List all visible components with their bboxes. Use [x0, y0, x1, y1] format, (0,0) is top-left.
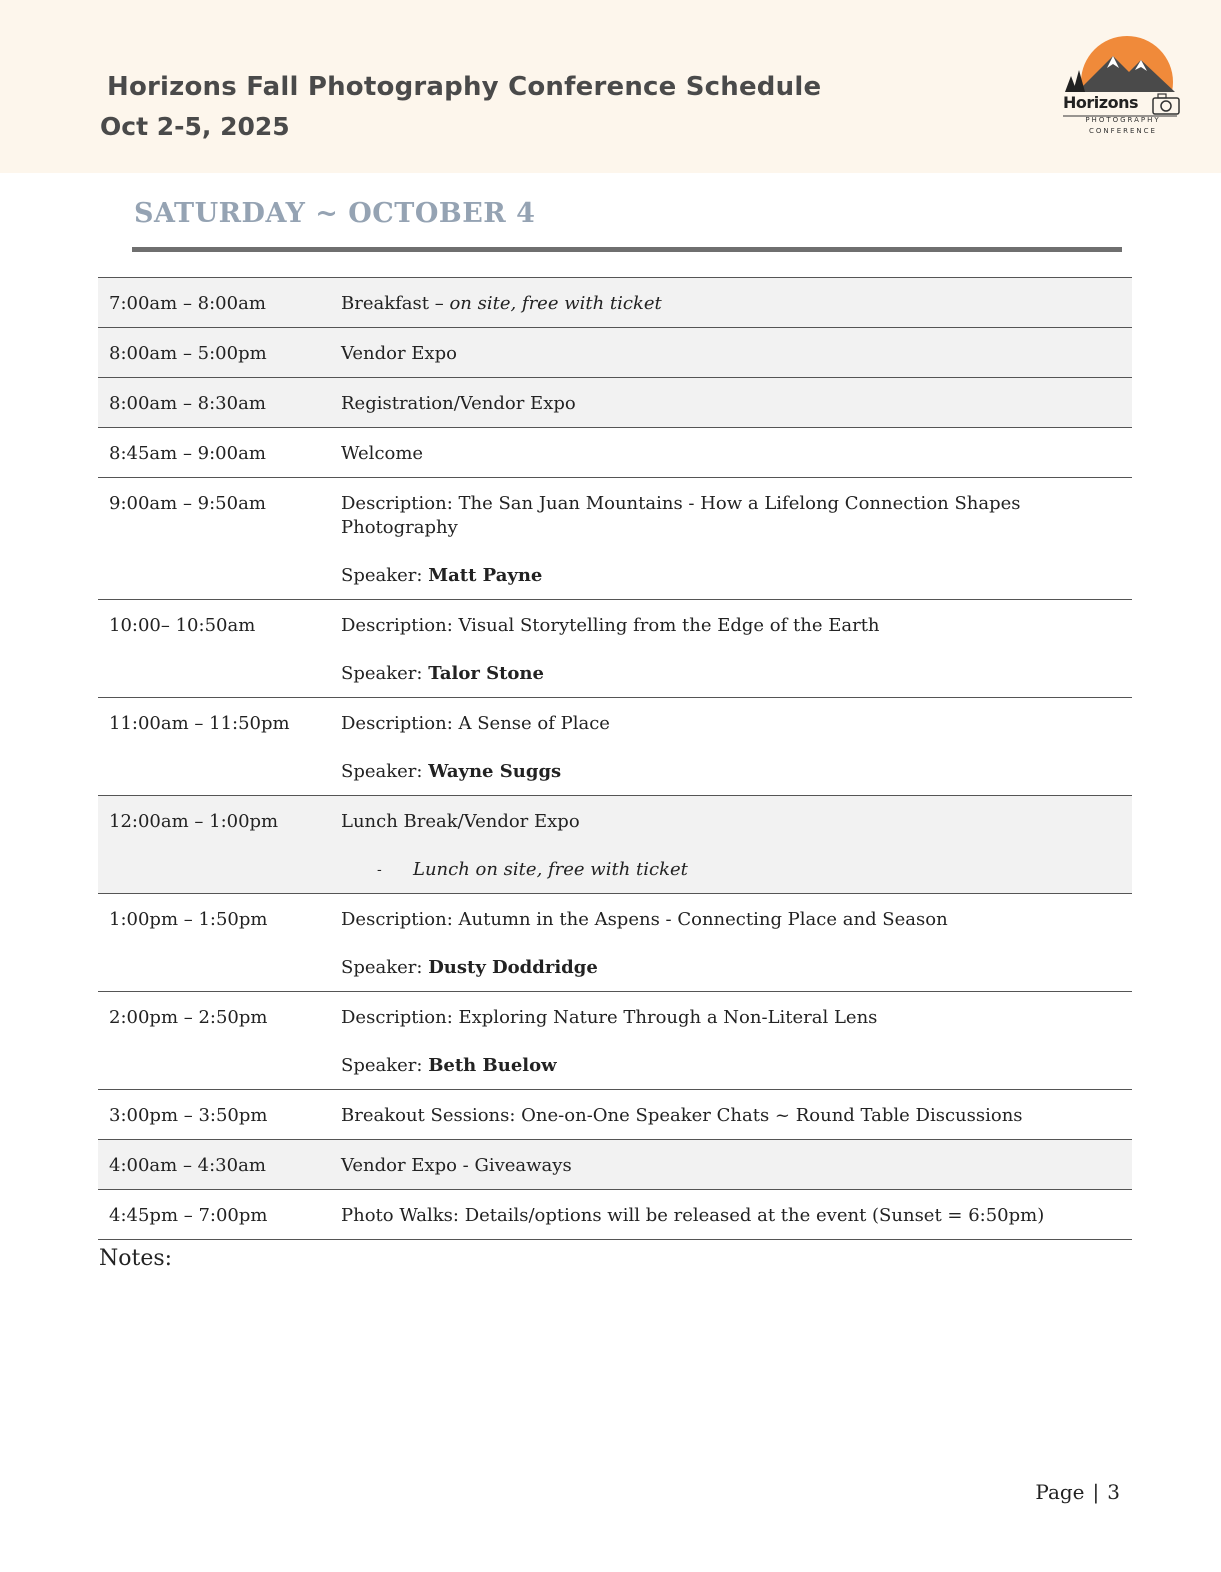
schedule-row	[98, 796, 1132, 894]
schedule-row	[98, 992, 1132, 1090]
session-title: Description: A Sense of Place	[341, 713, 610, 734]
session-title: Lunch Break/Vendor Expo	[341, 811, 580, 832]
schedule-row	[98, 1090, 1132, 1140]
session-title: Description: Exploring Nature Through a Non-Literal Lens	[341, 1007, 878, 1028]
schedule-row	[98, 278, 1132, 328]
schedule-time: 10:00– 10:50am	[109, 615, 256, 636]
speaker-label: Speaker:	[341, 1055, 429, 1076]
schedule-detail	[341, 1190, 1132, 1239]
schedule-detail	[341, 698, 1132, 795]
schedule-detail	[341, 478, 1132, 599]
schedule-detail	[341, 278, 1132, 327]
schedule-detail	[341, 1140, 1132, 1189]
session-title: Vendor Expo - Giveaways	[341, 1155, 572, 1176]
schedule-time: 2:00pm – 2:50pm	[109, 1007, 268, 1028]
session-title-line	[341, 442, 1122, 466]
schedule-detail	[341, 428, 1132, 477]
bullet-dash: -	[377, 862, 382, 878]
schedule-time: 11:00am – 11:50pm	[109, 713, 290, 734]
schedule-time: 9:00am – 9:50am	[109, 493, 266, 514]
schedule-time: 1:00pm – 1:50pm	[109, 909, 268, 930]
speaker-line	[341, 1054, 1122, 1078]
schedule-row	[98, 328, 1132, 378]
schedule-detail	[341, 378, 1132, 427]
page-header	[0, 0, 1221, 173]
speaker-name: Matt Payne	[428, 565, 543, 586]
speaker-name: Wayne Suggs	[428, 761, 562, 782]
speaker-label: Speaker:	[341, 957, 429, 978]
schedule-row	[98, 1140, 1132, 1190]
session-title: Description: The San Juan Mountains - How a Lifelong Connection Shapes Photography	[341, 493, 1021, 538]
schedule-detail	[341, 894, 1132, 991]
schedule-detail	[341, 1090, 1132, 1139]
schedule-time: 12:00am – 1:00pm	[109, 811, 279, 832]
day-heading: SATURDAY ~ OCTOBER 4	[134, 198, 536, 229]
speaker-line	[341, 662, 1122, 686]
speaker-line	[341, 956, 1122, 980]
session-title-line	[341, 712, 1122, 736]
schedule-time: 8:45am – 9:00am	[109, 443, 266, 464]
logo-subtitle-1: PHOTOGRAPHY	[1085, 116, 1161, 124]
speaker-name: Dusty Doddridge	[428, 957, 598, 978]
schedule-row	[98, 698, 1132, 796]
schedule-time: 4:00am – 4:30am	[109, 1155, 266, 1176]
session-title-line	[341, 342, 1122, 366]
session-title: Registration/Vendor Expo	[341, 393, 576, 414]
schedule-time: 3:00pm – 3:50pm	[109, 1105, 268, 1126]
schedule-detail	[341, 600, 1132, 697]
speaker-name: Beth Buelow	[428, 1055, 557, 1076]
session-bullet	[341, 858, 1122, 882]
schedule-time: 8:00am – 5:00pm	[109, 343, 267, 364]
speaker-name: Talor Stone	[428, 663, 544, 684]
session-title-line	[341, 292, 1122, 316]
session-title-line	[341, 614, 1122, 638]
conference-dates: Oct 2-5, 2025	[100, 112, 290, 141]
schedule-time: 7:00am – 8:00am	[109, 293, 266, 314]
notes-label: Notes:	[99, 1246, 173, 1271]
session-title: Breakfast –	[341, 293, 450, 314]
session-title: Photo Walks: Details/options will be released at the event (Sunset = 6:50pm)	[341, 1205, 1045, 1226]
session-title: Description: Autumn in the Aspens - Connecting Place and Season	[341, 909, 948, 930]
page-footer	[1035, 1480, 1120, 1504]
session-title: Vendor Expo	[341, 343, 457, 364]
logo-wordmark: Horizons	[1063, 93, 1138, 112]
schedule-detail	[341, 796, 1132, 893]
session-title: Description: Visual Storytelling from the Edge of the Earth	[341, 615, 880, 636]
schedule-table	[98, 277, 1132, 1240]
session-title-line	[341, 810, 1122, 834]
speaker-line	[341, 760, 1122, 784]
session-title: Welcome	[341, 443, 424, 464]
session-title: Breakout Sessions: One-on-One Speaker Chats ~ Round Table Discussions	[341, 1105, 1023, 1126]
bullet-text: Lunch on site, free with ticket	[413, 859, 688, 880]
session-title-line	[341, 1104, 1122, 1128]
schedule-time: 8:00am – 8:30am	[109, 393, 266, 414]
page-label: Page	[1035, 1480, 1085, 1504]
session-title-line	[341, 1006, 1122, 1030]
speaker-label: Speaker:	[341, 565, 429, 586]
schedule-row	[98, 478, 1132, 600]
speaker-line	[341, 564, 1122, 588]
schedule-row	[98, 1190, 1132, 1240]
session-title-line	[341, 492, 1122, 540]
schedule-detail	[341, 992, 1132, 1089]
session-title-line	[341, 1154, 1122, 1178]
page-number: 3	[1107, 1480, 1120, 1504]
speaker-label: Speaker:	[341, 761, 429, 782]
conference-title: Horizons Fall Photography Conference Schedule	[107, 72, 822, 102]
schedule-row	[98, 600, 1132, 698]
page-separator: |	[1092, 1480, 1100, 1504]
schedule-time: 4:45pm – 7:00pm	[109, 1205, 268, 1226]
schedule-detail	[341, 328, 1132, 377]
session-title-line	[341, 392, 1122, 416]
session-title-line	[341, 1204, 1122, 1228]
schedule-row	[98, 378, 1132, 428]
session-note: on site, free with ticket	[449, 293, 662, 314]
horizons-logo	[1055, 30, 1185, 140]
schedule-row	[98, 894, 1132, 992]
heading-divider	[132, 247, 1122, 252]
schedule-row	[98, 428, 1132, 478]
session-title-line	[341, 908, 1122, 932]
speaker-label: Speaker:	[341, 663, 429, 684]
logo-subtitle-2: CONFERENCE	[1089, 127, 1157, 135]
